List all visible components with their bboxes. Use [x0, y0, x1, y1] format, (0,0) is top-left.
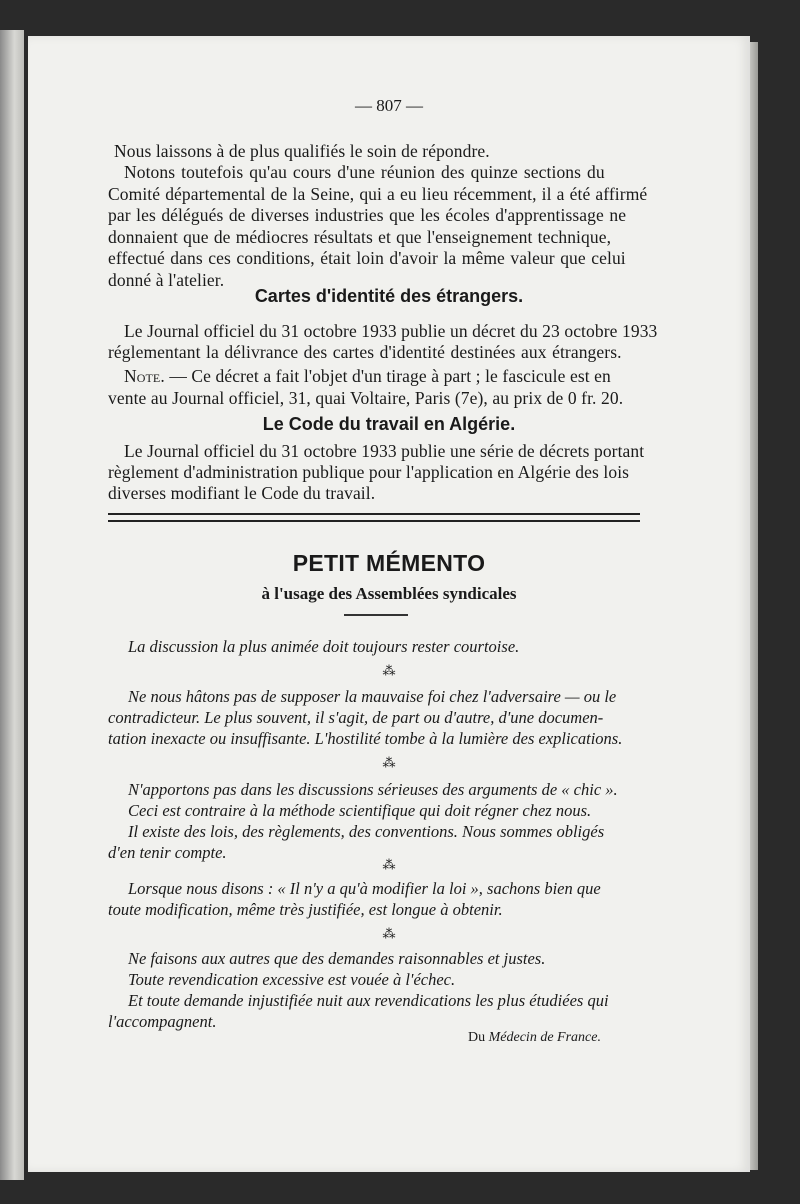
- adjacent-page-edge: [0, 30, 24, 1180]
- intro-line-6: effectué dans ces conditions, était loin d'avoir la même valeur que celui: [108, 248, 626, 268]
- intro-line-2: Notons toutefois qu'au cours d'une réunion des quinze sections du: [124, 162, 605, 182]
- algerie-line-3: diverses modifiant le Code du travail.: [108, 483, 376, 503]
- intro-line-1: Nous laissons à de plus qualifiés le soin de répondre.: [114, 141, 490, 161]
- cartes-line-1: Le Journal officiel du 31 octobre 1933 publie un décret du 23 octobre 1933: [124, 321, 658, 341]
- intro-line-5: donnaient que de médiocres résultats et que l'enseignement technique,: [108, 227, 612, 247]
- cartes-note-line-2: vente au Journal officiel, 31, quai Voltaire, Paris (7e), au prix de 0 fr. 20.: [108, 388, 624, 408]
- memento-block5-line3: Et toute demande injustifiée nuit aux revendications les plus étudiées qui: [128, 991, 609, 1010]
- intro-line-3: Comité départemental de la Seine, qui a eu lieu récemment, il a été affirmé: [108, 184, 648, 204]
- cartes-line-2: réglementant la délivrance des cartes d'identité destinées aux étrangers.: [108, 342, 622, 362]
- memento-block5-line4: l'accompagnent.: [108, 1012, 217, 1031]
- cartes-note-line-1: Note. — Ce décret a fait l'objet d'un tirage à part ; le fascicule est en: [124, 366, 611, 386]
- memento-subtitle: à l'usage des Assemblées syndicales: [261, 584, 517, 603]
- memento-line-1: La discussion la plus animée doit toujours rester courtoise.: [128, 637, 520, 656]
- memento-block4-line2: toute modification, même très justifiée, est longue à obtenir.: [108, 900, 503, 919]
- asterism-4: ⁂: [382, 926, 396, 941]
- memento-block4-line1: Lorsque nous disons : « Il n'y a qu'à modifier la loi », sachons bien que: [128, 879, 601, 898]
- page-number: — 807 —: [355, 96, 423, 115]
- memento-block2-line3: tation inexacte ou insuffisante. L'hostilité tombe à la lumière des explications.: [108, 729, 623, 748]
- memento-block3-line4: d'en tenir compte.: [108, 843, 227, 862]
- asterism-3: ⁂: [382, 857, 396, 872]
- double-rule-top: [108, 513, 640, 515]
- intro-line-4: par les délégués de diverses industries que les écoles d'apprentissage ne: [108, 205, 627, 225]
- section-title-cartes: Cartes d'identité des étrangers.: [254, 286, 524, 306]
- document-page: [28, 36, 750, 1172]
- memento-block5-line1: Ne faisons aux autres que des demandes raisonnables et justes.: [128, 949, 546, 968]
- double-rule-bottom: [108, 520, 640, 522]
- section-title-algerie: Le Code du travail en Algérie.: [262, 414, 516, 434]
- memento-block3-line2: Ceci est contraire à la méthode scientifique qui doit régner chez nous.: [128, 801, 592, 820]
- intro-line-7: donné à l'atelier.: [108, 270, 225, 290]
- memento-block2-line1: Ne nous hâtons pas de supposer la mauvaise foi chez l'adversaire — ou le: [128, 687, 617, 706]
- memento-short-rule: [344, 614, 408, 616]
- asterism-1: ⁂: [382, 663, 396, 678]
- source-attribution: Du Médecin de France.: [468, 1030, 601, 1045]
- note-label: Note.: [124, 366, 165, 386]
- algerie-line-1: Le Journal officiel du 31 octobre 1933 publie une série de décrets portant: [124, 441, 645, 461]
- memento-block3-line1: N'apportons pas dans les discussions sérieuses des arguments de « chic ».: [128, 780, 618, 799]
- memento-block2-line2: contradicteur. Le plus souvent, il s'agit, de part ou d'autre, d'une documen-: [108, 708, 604, 727]
- memento-title: PETIT MÉMENTO: [292, 550, 486, 576]
- algerie-line-2: règlement d'administration publique pour l'application en Algérie des lois: [108, 462, 630, 482]
- asterism-2: ⁂: [382, 755, 396, 770]
- memento-block5-line2: Toute revendication excessive est vouée à l'échec.: [128, 970, 456, 989]
- memento-block3-line3: Il existe des lois, des règlements, des conventions. Nous sommes obligés: [128, 822, 605, 841]
